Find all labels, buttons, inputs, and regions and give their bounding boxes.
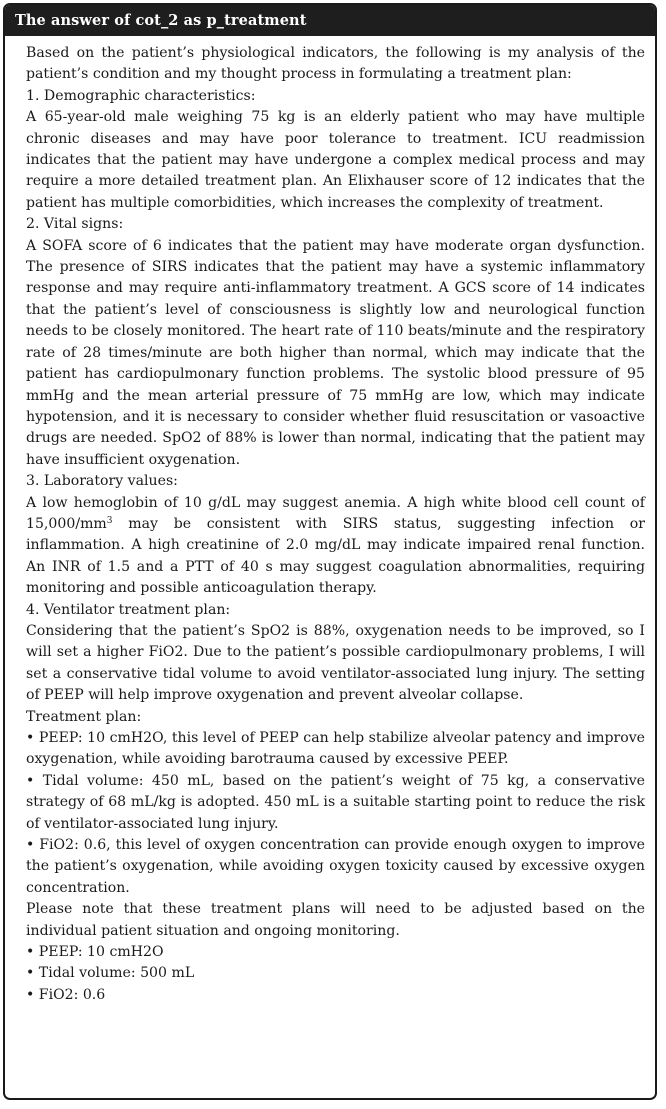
final-item-peep: • PEEP: 10 cmH2O <box>26 944 164 961</box>
plan-item-fio2: • FiO2: 0.6, this level of oxygen concentration can provide enough oxygen to improve the patient’s oxygenation, while avoiding oxygen toxicity caused by excessive oxygen concentration. <box>26 837 645 896</box>
final-item-fio2: • FiO2: 0.6 <box>26 986 106 1003</box>
plan-item-tidal-volume: • Tidal volume: 450 mL, based on the patient’s weight of 75 kg, a conservative strategy of 68 mL/kg is adopted. 450 mL is a suitable starting point to reduce the risk of ventilator-associated lung injury. <box>26 772 645 832</box>
labs-text-part2: may be consistent with SIRS status, suggesting infection or inflammation. A high creatinine of 2.0 mg/dL may indicate impaired renal function. An INR of 1.5 and a PTT of 40 s may suggest coagulation abnormalities, requiring monitoring and possible anticoagulation therapy. <box>26 515 645 597</box>
treatment-plan-heading: Treatment plan: <box>26 708 142 725</box>
final-item-tidal-volume: • Tidal volume: 500 mL <box>26 965 195 982</box>
box-title: The answer of cot_2 as p_treatment <box>5 5 655 36</box>
demographics-heading: 1. Demographic characteristics: <box>26 87 256 104</box>
vitals-text: A SOFA score of 6 indicates that the patient may have moderate organ dysfunction. The presence of SIRS indicates that the patient may have a systemic inflammatory response and may require anti-inflammatory treatment. A GCS score of 14 indicates that the patient’s level of consciousness is slightly low and neurological function needs to be closely monitored. The heart rate of 110 beats/minute and the respiratory rate of 28 times/minute are both higher than normal, which may indicate that the patient has cardiopulmonary function problems. The systolic blood pressure of 95 mmHg and the mean arterial pressure of 75 mmHg are low, which may indicate hypotension, and it is necessary to consider whether fluid resuscitation or vasoactive drugs are needed. SpO2 of 88% is lower than normal, indicating that the patient may have insufficient oxygenation. <box>26 237 645 468</box>
ventilator-text: Considering that the patient’s SpO2 is 88%, oxygenation needs to be improved, so I will set a higher FiO2. Due to the patient’s possible cardiopulmonary problems, I will set a conservative tidal volume to avoid ventilator-associated lung injury. The setting of PEEP will help improve oxygenation and prevent alveolar collapse. <box>26 622 645 704</box>
labs-text-part1: A low hemoglobin of 10 g/dL may suggest anemia. A high white blood cell count of 15,000/mm <box>26 494 645 532</box>
labs-heading: 3. Laboratory values: <box>26 473 178 490</box>
answer-body <box>5 36 655 1006</box>
demographics-text: A 65-year-old male weighing 75 kg is an elderly patient who may have multiple chronic diseases and may have poor tolerance to treatment. ICU readmission indicates that the patient may have undergone a complex medical process and may require a more detailed treatment plan. An Elixhauser score of 12 indicates that the patient has multiple comorbidities, which increases the complexity of treatment. <box>26 109 645 211</box>
labs-text <box>26 493 645 600</box>
adjustment-note: Please note that these treatment plans will need to be adjusted based on the individual patient situation and ongoing monitoring. <box>26 901 645 939</box>
labs-superscript: 3 <box>106 515 113 526</box>
ventilator-heading: 4. Ventilator treatment plan: <box>26 601 231 618</box>
vitals-heading: 2. Vital signs: <box>26 216 124 233</box>
plan-item-peep: • PEEP: 10 cmH2O, this level of PEEP can help stabilize alveolar patency and improve oxygenation, while avoiding barotrauma caused by excessive PEEP. <box>26 730 645 768</box>
intro-paragraph: Based on the patient’s physiological indicators, the following is my analysis of the patient’s condition and my thought process in formulating a treatment plan: <box>26 45 645 83</box>
answer-box <box>3 3 657 1100</box>
